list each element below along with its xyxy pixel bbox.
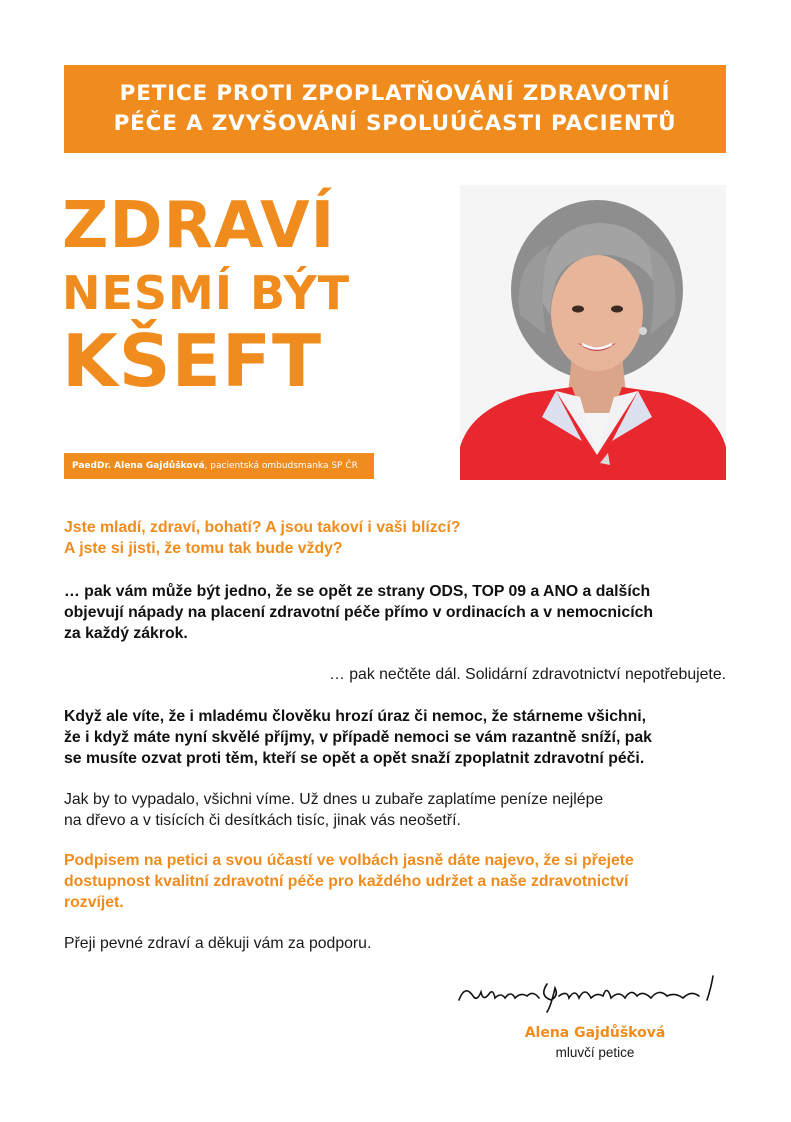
p5-line-3: rozvíjet. — [64, 894, 124, 911]
banner-line-1: PETICE PROTI ZPOPLATŇOVÁNÍ ZDRAVOTNÍ — [119, 81, 671, 106]
p3-line-3: se musíte ozvat proti těm, kteří se opět a opět snaží zpoplatnit zdravotní péči. — [64, 750, 645, 767]
headline-line-1: ZDRAVÍ — [62, 189, 336, 263]
petition-banner — [64, 65, 726, 153]
caption-name: PaedDr. Alena Gajdůšková — [72, 461, 205, 471]
intro-line-2: A jste si jisti, že tomu tak bude vždy? — [64, 540, 343, 557]
caption-role: , pacientská ombudsmanka SP ČR — [204, 461, 358, 471]
signatory-name: Alena Gajdůšková — [524, 1025, 666, 1041]
p3-line-1: Když ale víte, že i mladému člověku hrozí úraz či nemoc, že stárneme všichni, — [64, 708, 647, 725]
handwritten-signature — [455, 966, 735, 1014]
p1-line-3: za každý zákrok. — [64, 625, 188, 642]
portrait-photo — [460, 185, 726, 480]
headline-line-3: KŠEFT — [62, 319, 323, 403]
paragraph-5 — [64, 850, 726, 913]
photo-caption — [64, 453, 374, 479]
headline — [62, 189, 392, 403]
p5-line-2: dostupnost kvalitní zdravotní péče pro každého udržet a naše zdravotnictví — [64, 873, 629, 890]
p5-line-1: Podpisem na petici a svou účastí ve volbách jasně dáte najevo, že si přejete — [64, 852, 634, 869]
intro-question — [64, 517, 726, 559]
p2-line: … pak nečtěte dál. Solidární zdravotnictví nepotřebujete. — [329, 666, 726, 683]
p6-line: Přeji pevné zdraví a děkuji vám za podporu. — [64, 935, 372, 952]
paragraph-1 — [64, 581, 726, 644]
banner-line-2: PÉČE A ZVYŠOVÁNÍ SPOLUÚČASTI PACIENTŮ — [113, 111, 677, 136]
p1-line-1: … pak vám může být jedno, že se opět ze strany ODS, TOP 09 a ANO a dalších — [64, 583, 651, 600]
paragraph-2 — [64, 664, 726, 685]
headline-line-2: NESMÍ BÝT — [62, 266, 351, 320]
portrait-illustration — [460, 185, 726, 480]
p1-line-2: objevují nápady na placení zdravotní péče přímo v ordinacích a v nemocnicích — [64, 604, 654, 621]
paragraph-4 — [64, 789, 726, 831]
p4-line-2: na dřevo a v tisících či desítkách tisíc, jinak vás neošetří. — [64, 812, 461, 829]
p4-line-1: Jak by to vypadalo, všichni víme. Už dnes u zubaře zaplatíme peníze nejlépe — [64, 791, 604, 808]
signatory-role: mluvčí petice — [555, 1045, 635, 1060]
p3-line-2: že i když máte nyní skvělé příjmy, v případě nemoci se vám razantně sníží, pak — [64, 729, 652, 746]
paragraph-3 — [64, 706, 726, 769]
paragraph-6 — [64, 933, 726, 954]
intro-line-1: Jste mladí, zdraví, bohatí? A jsou takoví i vaši blízcí? — [64, 519, 461, 536]
